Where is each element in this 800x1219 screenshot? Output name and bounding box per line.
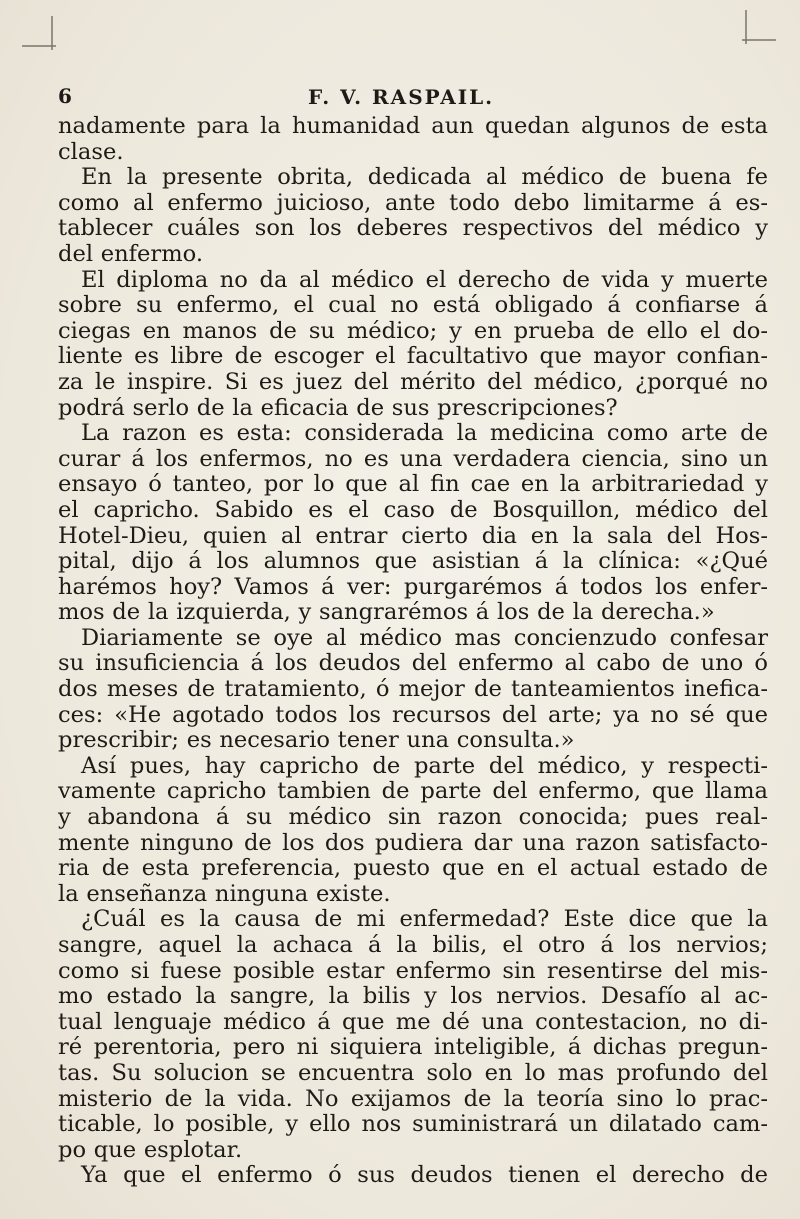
text-line: ¿Cuál es la causa de mi enfermedad? Este dice que la (81, 907, 768, 933)
text-line: sobre su enfermo, el cual no está obligado á confiarse á (58, 293, 768, 319)
text-line: ensayo ó tanteo, por lo que al fin cae en la arbitrariedad y (58, 472, 768, 498)
text-line: ces: «He agotado todos los recursos del arte; ya no sé que (58, 702, 768, 728)
text-line: mente ninguno de los dos pudiera dar una razon satisfacto- (58, 830, 768, 856)
text-line: podrá serlo de la eficacia de sus prescripciones? (58, 395, 618, 421)
text-line: clase. (58, 139, 124, 165)
text-line: la enseñanza ninguna existe. (58, 881, 391, 907)
text-line: dos meses de tratamiento, ó mejor de tanteamientos inefica- (58, 677, 768, 703)
text-line: prescribir; es necesario tener una consulta.» (58, 728, 575, 754)
text-line: curar á los enfermos, no es una verdadera ciencia, sino un (58, 446, 768, 472)
text-line: po que esplotar. (58, 1137, 243, 1163)
text-line: ciegas en manos de su médico; y en prueba de ello el do- (58, 318, 768, 344)
text-line: ticable, lo posible, y ello nos suministrará un dilatado cam- (58, 1112, 768, 1138)
text-line: el capricho. Sabido es el caso de Bosquillon, médico del (58, 497, 768, 523)
crop-mark-top-right (736, 10, 776, 50)
text-line: como si fuese posible estar enfermo sin resentirse del mis- (58, 958, 768, 984)
text-line: La razon es esta: considerada la medicina como arte de (81, 421, 768, 447)
body-text (58, 114, 768, 1189)
text-line: nadamente para la humanidad aun quedan algunos de esta (58, 114, 768, 139)
page-number: 6 (58, 84, 73, 108)
running-head: F. V. RASPAIL. (308, 85, 495, 109)
text-line: En la presente obrita, dedicada al médico de buena fe (81, 165, 768, 191)
text-line: liente es libre de escoger el facultativo que mayor confian- (58, 344, 768, 370)
text-line: harémos hoy? Vamos á ver: purgarémos á todos los enfer- (58, 574, 768, 600)
crop-mark-top-left (22, 16, 62, 56)
page-header (48, 84, 748, 112)
text-line: su insuficiencia á los deudos del enfermo al cabo de uno ó (58, 651, 768, 677)
text-line: mo estado la sangre, la bilis y los nervios. Desafío al ac- (58, 984, 768, 1010)
text-line: pital, dijo á los alumnos que asistian á la clínica: «¿Qué (58, 549, 768, 575)
text-line: como al enfermo juicioso, ante todo debo limitarme á es- (58, 190, 768, 216)
text-line: misterio de la vida. No exijamos de la teoría sino lo prac- (58, 1086, 768, 1112)
text-line: mos de la izquierda, y sangrarémos á los de la derecha.» (58, 600, 715, 626)
text-line: Hotel-Dieu, quien al entrar cierto dia en la sala del Hos- (58, 523, 768, 549)
text-line: del enfermo. (58, 241, 204, 267)
text-line: sangre, aquel la achaca á la bilis, el otro á los nervios; (58, 933, 768, 958)
text-line: tablecer cuáles son los deberes respectivos del médico y (58, 216, 768, 242)
text-line: ria de esta preferencia, puesto que en el actual estado de (58, 856, 768, 882)
text-line: vamente capricho tambien de parte del enfermo, que llama (58, 779, 768, 805)
text-line: Diariamente se oye al médico mas concienzudo confesar (81, 625, 768, 651)
text-line: El diploma no da al médico el derecho de vida y muerte (81, 267, 768, 293)
text-line: Ya que el enfermo ó sus deudos tienen el derecho de (81, 1163, 768, 1189)
text-line: tas. Su solucion se encuentra solo en lo mas profundo del (58, 1060, 768, 1086)
text-line: ré perentoria, pero ni siquiera inteligible, á dichas pregun- (58, 1035, 768, 1061)
text-line: y abandona á su médico sin razon conocida; pues real- (58, 805, 768, 831)
text-line: za le inspire. Si es juez del mérito del médico, ¿porqué no (58, 369, 768, 395)
text-line: Así pues, hay capricho de parte del médico, y respecti- (81, 753, 768, 779)
text-line: tual lenguaje médico á que me dé una contestacion, no di- (58, 1009, 768, 1035)
